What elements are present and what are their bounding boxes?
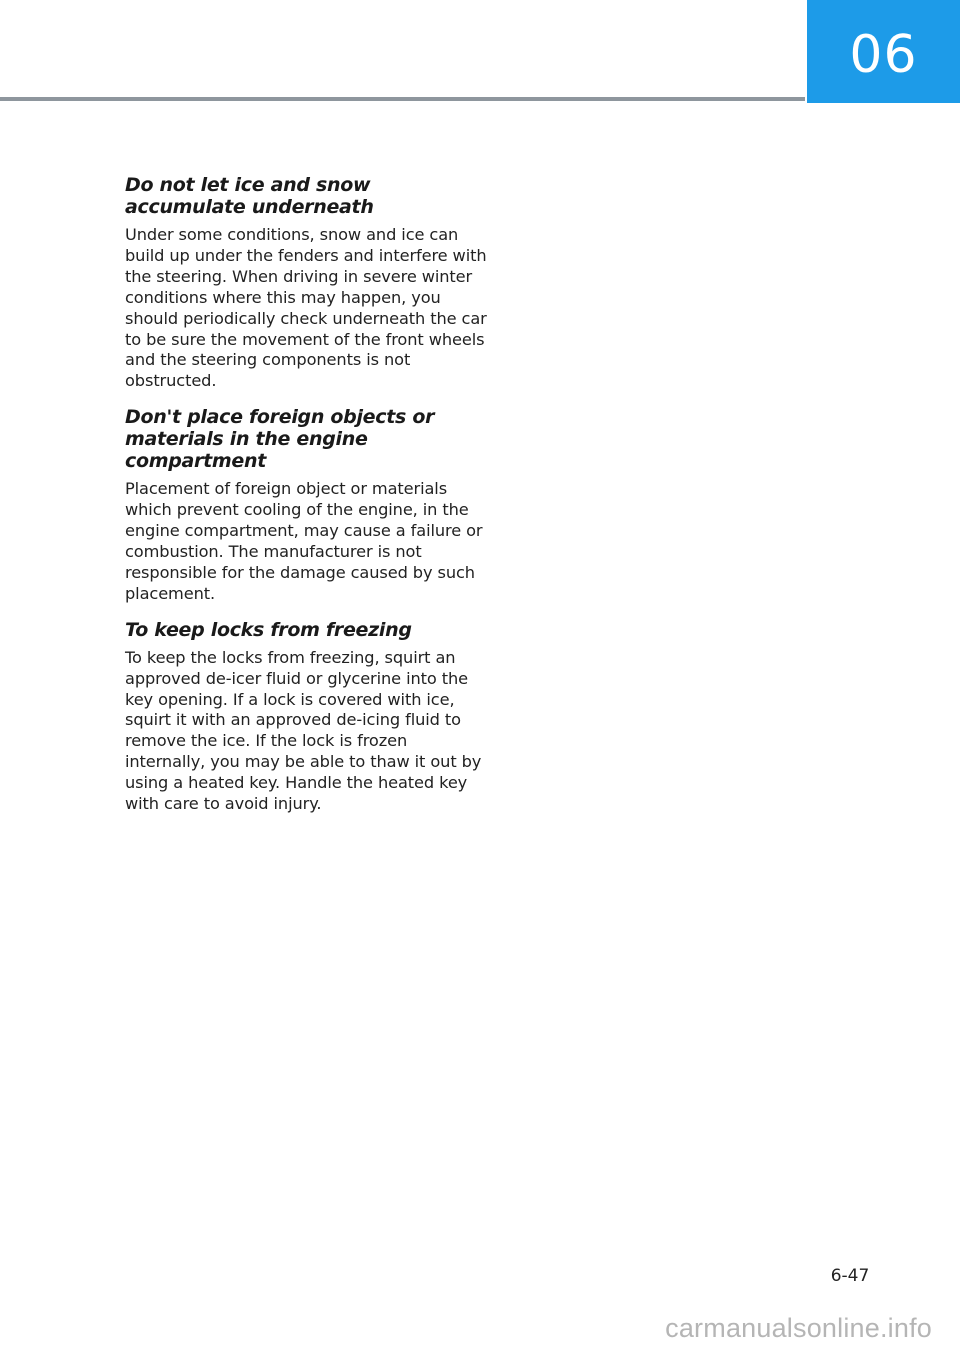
section-body: Placement of foreign object or materials which prevent cooling of the engine, in the engine compartment, may cause a failure or combustion. The manufacturer is not responsible for the damage caused by such placement. — [125, 479, 483, 603]
section-body: To keep the locks from freezing, squirt an approved de-icer fluid or glycerine into the key opening. If a lock is covered with ice, squirt it with an approved de-icing fluid to remove the ice. If the lock is frozen internally, you may be able to thaw it out by using a heated key. Handle the heated key with care to avoid injury. — [125, 647, 482, 814]
page-number: 6-47 — [830, 1266, 870, 1286]
chapter-tab — [807, 0, 960, 103]
watermark: carmanualsonline.info — [665, 1313, 932, 1343]
section-heading: To keep locks from freezing — [125, 618, 412, 641]
header-rule — [0, 97, 805, 101]
chapter-number: 06 — [849, 24, 918, 85]
content-column — [125, 174, 490, 815]
section-ice-snow — [125, 174, 490, 392]
section-heading: Don't place foreign objects or materials in the engine compartment — [125, 406, 435, 473]
section-foreign-objects — [125, 406, 490, 604]
section-heading: Do not let ice and snow accumulate underneath — [125, 174, 374, 218]
section-body: Under some conditions, snow and ice can build up under the fenders and interfere with the steering. When driving in severe winter conditions where this may happen, you should periodically check underneath the car to be sure the movement of the front wheels and the steering components is not obstructed. — [125, 225, 487, 391]
section-locks-freezing — [125, 619, 490, 815]
